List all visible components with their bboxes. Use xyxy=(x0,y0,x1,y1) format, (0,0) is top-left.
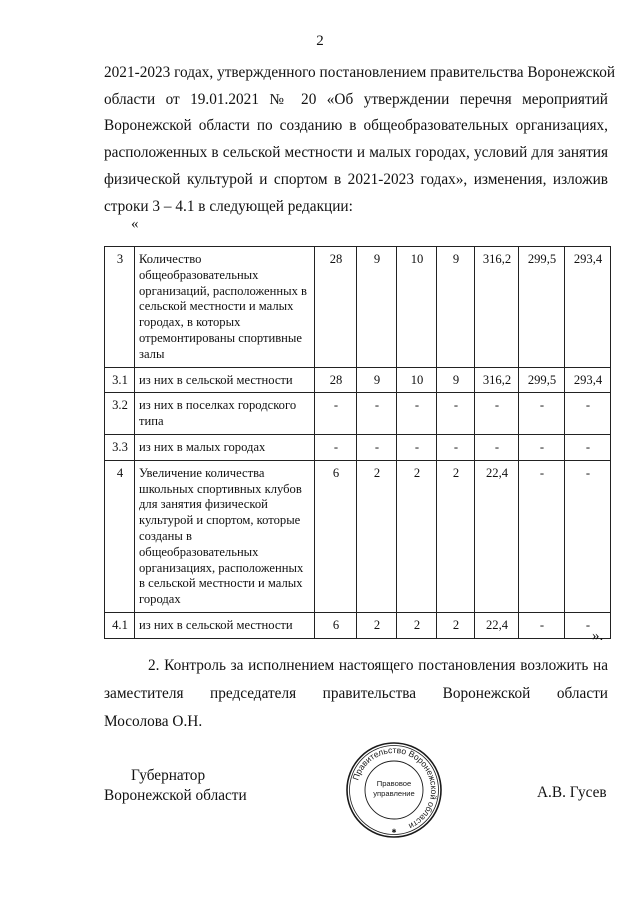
row-number-cell: 3.1 xyxy=(105,367,135,393)
value-cell: 2 xyxy=(397,460,437,612)
control-line: 2. Контроль за исполнением настоящего постановления возложить на xyxy=(148,657,608,674)
table-row xyxy=(105,612,611,638)
value-cell: - xyxy=(565,434,611,460)
description-cell: из них в сельской местности xyxy=(135,367,315,393)
control-line: Мосолова О.Н. xyxy=(104,713,203,730)
stamp-center-line2: управление xyxy=(373,789,415,798)
intro-line: расположенных в сельской местности и малых городах, условий для занятия xyxy=(104,144,608,162)
value-cell: 316,2 xyxy=(475,247,519,368)
value-cell: - xyxy=(315,393,357,435)
value-cell: 22,4 xyxy=(475,460,519,612)
value-cell: 10 xyxy=(397,247,437,368)
value-cell: 9 xyxy=(357,247,397,368)
table-row xyxy=(105,367,611,393)
value-cell: 2 xyxy=(437,460,475,612)
intro-line: Воронежской области по созданию в общеобразовательных организациях, xyxy=(104,117,608,135)
signatory-title-line2: Воронежской области xyxy=(104,787,247,804)
value-cell: - xyxy=(437,393,475,435)
description-cell: из них в малых городах xyxy=(135,434,315,460)
opening-quote: « xyxy=(131,216,139,232)
value-cell: - xyxy=(519,460,565,612)
closing-quote: ». xyxy=(592,628,604,644)
value-cell: - xyxy=(475,393,519,435)
value-cell: - xyxy=(397,393,437,435)
signatory-name: А.В. Гусев xyxy=(537,784,607,801)
control-paragraph xyxy=(104,652,608,736)
value-cell: - xyxy=(357,434,397,460)
value-cell: - xyxy=(475,434,519,460)
stamp-ring-text: Правительство Воронежской области xyxy=(350,744,440,832)
value-cell: 9 xyxy=(357,367,397,393)
value-cell: 22,4 xyxy=(475,612,519,638)
row-number-cell: 4.1 xyxy=(105,612,135,638)
row-number-cell: 4 xyxy=(105,460,135,612)
value-cell: - xyxy=(437,434,475,460)
value-cell: 316,2 xyxy=(475,367,519,393)
description-cell: из них в сельской местности xyxy=(135,612,315,638)
value-cell: 2 xyxy=(357,460,397,612)
description-cell: Увеличение количества школьных спортивных клубов для занятия физической культурой и спортом, которые созданы в общеобразовательных организациях, расположенных в сельской местности и малых городах xyxy=(135,460,315,612)
official-stamp xyxy=(344,740,444,840)
row-number-cell: 3.2 xyxy=(105,393,135,435)
control-line: заместителя председателя правительства Воронежской области xyxy=(104,685,608,702)
value-cell: - xyxy=(519,393,565,435)
value-cell: 2 xyxy=(397,612,437,638)
stamp-star-icon: ✱ xyxy=(391,828,397,835)
table-row xyxy=(105,247,611,368)
measures-table xyxy=(104,246,611,639)
value-cell: - xyxy=(315,434,357,460)
value-cell: - xyxy=(565,612,611,638)
value-cell: 293,4 xyxy=(565,367,611,393)
intro-line: 2021-2023 годах, утвержденного постановлением правительства Воронежской xyxy=(104,64,616,81)
intro-line: области от 19.01.2021 № 20 «Об утверждении перечня мероприятий xyxy=(104,90,608,108)
value-cell: 2 xyxy=(357,612,397,638)
value-cell: 28 xyxy=(315,247,357,368)
stamp-center-line1: Правовое xyxy=(376,779,412,788)
value-cell: 9 xyxy=(437,247,475,368)
row-number-cell: 3 xyxy=(105,247,135,368)
table-row xyxy=(105,393,611,435)
intro-paragraph xyxy=(104,60,616,220)
value-cell: 10 xyxy=(397,367,437,393)
value-cell: 6 xyxy=(315,612,357,638)
value-cell: 299,5 xyxy=(519,367,565,393)
value-cell: - xyxy=(519,434,565,460)
description-cell: Количество общеобразовательных организаций, расположенных в сельской местности и малых городах, в которых отремонтированы спортивные залы xyxy=(135,247,315,368)
value-cell: 293,4 xyxy=(565,247,611,368)
table-row xyxy=(105,460,611,612)
value-cell: - xyxy=(519,612,565,638)
value-cell: 9 xyxy=(437,367,475,393)
value-cell: 28 xyxy=(315,367,357,393)
intro-line: физической культурой и спортом в 2021-2023 годах», изменения, изложив xyxy=(104,170,608,188)
description-cell: из них в поселках городского типа xyxy=(135,393,315,435)
value-cell: 6 xyxy=(315,460,357,612)
intro-line: строки 3 – 4.1 в следующей редакции: xyxy=(104,197,353,215)
value-cell: - xyxy=(565,393,611,435)
table-row xyxy=(105,434,611,460)
page-number: 2 xyxy=(316,33,324,49)
value-cell: 299,5 xyxy=(519,247,565,368)
value-cell: 2 xyxy=(437,612,475,638)
signatory-title xyxy=(104,766,247,806)
value-cell: - xyxy=(357,393,397,435)
value-cell: - xyxy=(397,434,437,460)
signatory-title-line1: Губернатор xyxy=(131,767,206,784)
row-number-cell: 3.3 xyxy=(105,434,135,460)
value-cell: - xyxy=(565,460,611,612)
